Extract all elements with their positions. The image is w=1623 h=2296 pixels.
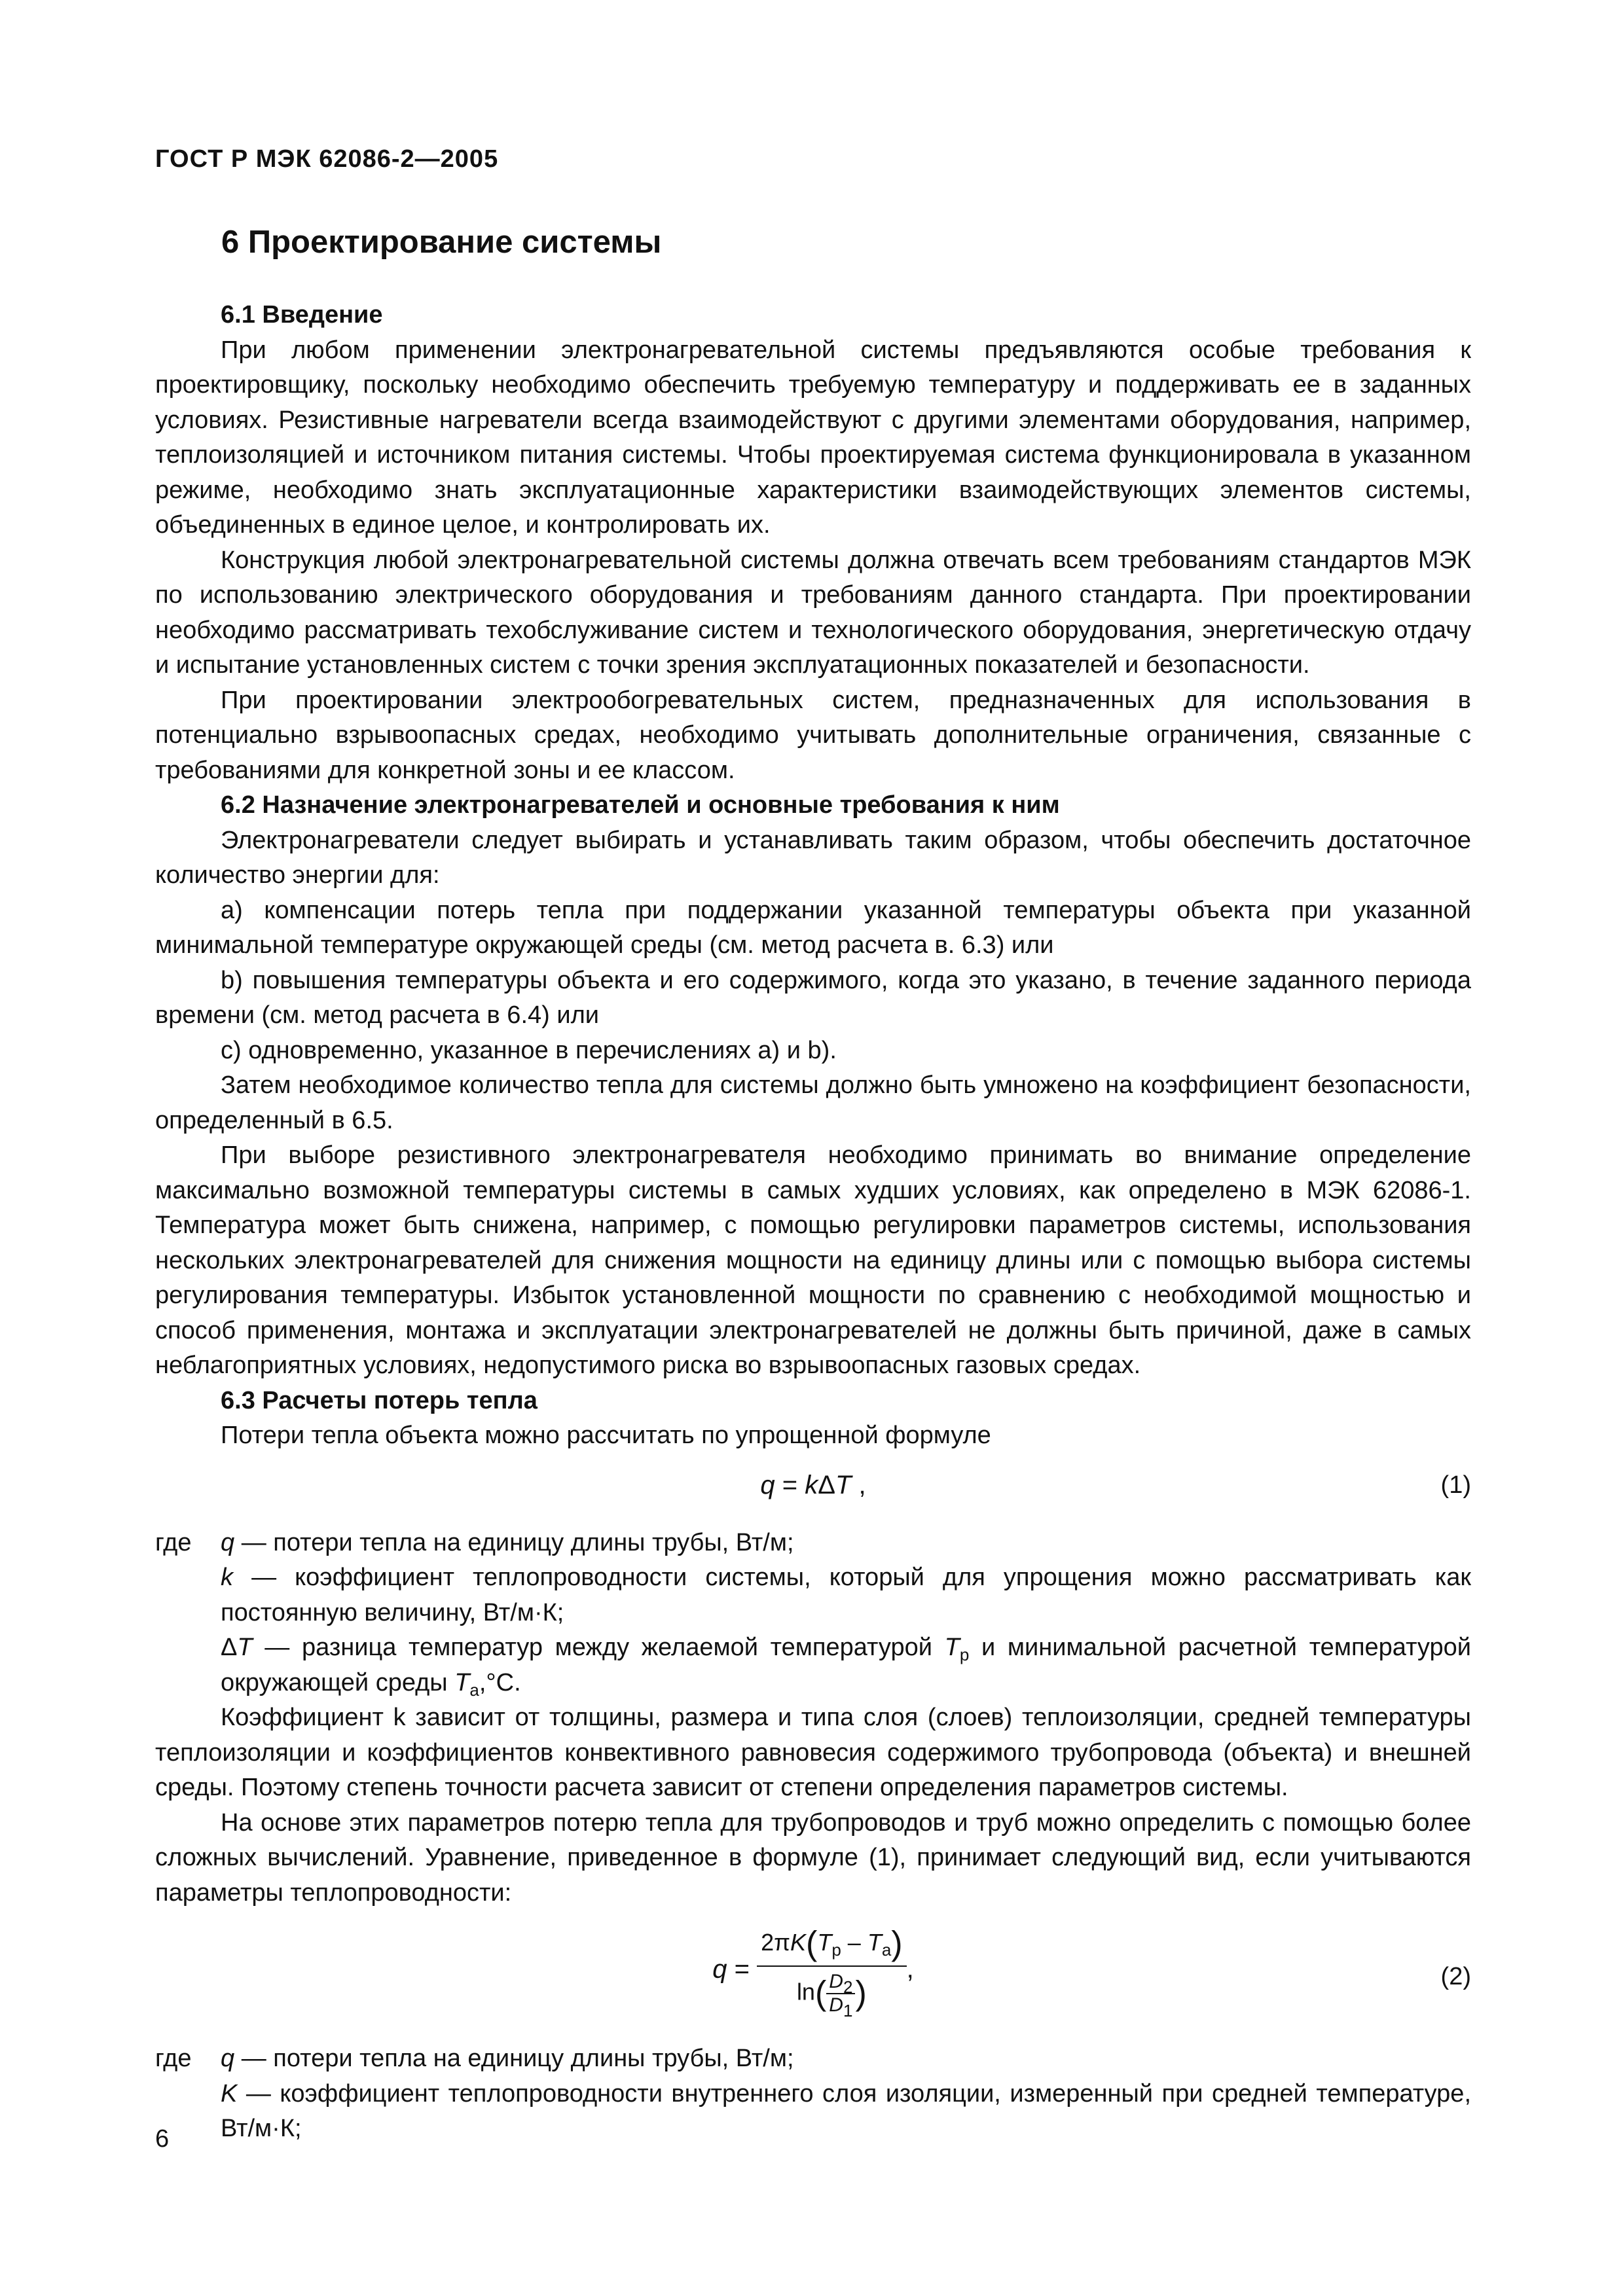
list-item-c: c) одновременно, указанное в перечислениях а) и b).	[221, 1036, 837, 1064]
section-title: 6 Проектирование системы	[221, 224, 662, 260]
paragraph: Затем необходимое количество тепла для системы должно быть умножено на коэффициент безопасности, определенный в 6.5.	[155, 1071, 1471, 1134]
definition-q: где q — потери тепла на единицу длины трубы, Вт/м;	[155, 1526, 1471, 1561]
where-label: где	[155, 2045, 192, 2072]
paragraph: При выборе резистивного электронагревателя необходимо принимать во внимание определение максимально возможной температуры системы в самых худших условиях, как определено в МЭК 62086-1. Температура может быть снижена, например, с помощью регулировки параметров системы, использования нескольких электронагревателей для снижения мощности на единицу длины или с помощью выбора системы регулирования температуры. Избыток установленной мощности по сравнению с необходимой мощностью и способ применения, монтажа и эксплуатации электронагревателей не должны быть причиной, даже в самых неблагоприятных условиях, недопустимого риска во взрывоопасных газовых средах.	[155, 1141, 1471, 1379]
definition-K: K — коэффициент теплопроводности внутреннего слоя изоляции, измеренный при средней температуре, Вт/м·К;	[221, 2079, 1472, 2142]
equation-number: (2)	[1440, 1963, 1471, 1990]
paragraph: Потери тепла объекта можно рассчитать по упрощенной формуле	[221, 1422, 991, 1449]
definition-text: — коэффициент теплопроводности внутреннего слоя изоляции, измеренный при средней температуре, Вт/м·К;	[221, 2079, 1472, 2142]
where-label: где	[155, 1528, 192, 1556]
paragraph: Коэффициент k зависит от толщины, размера и типа слоя (слоев) теплоизоляции, средней температуры теплоизоляции и коэффициентов конвективного равновесия содержимого трубопровода (объекта) и внешней среды. Поэтому степень точности расчета зависит от степени определения параметров системы.	[155, 1704, 1471, 1801]
formula-1: q = kΔT ,	[760, 1470, 866, 1499]
definition-text: — потери тепла на единицу длины трубы, Вт/м;	[241, 2045, 794, 2072]
definition-text: ,°С.	[479, 1668, 521, 1696]
page-number: 6	[155, 2125, 170, 2153]
list-item-b: b) повышения температуры объекта и его содержимого, когда это указано, в течение заданного периода времени (см. метод расчета в 6.4) или	[155, 966, 1471, 1029]
subsection-heading-6-2: 6.2 Назначение электронагревателей и основные требования к ним	[221, 791, 1060, 819]
equation-number: (1)	[1440, 1471, 1471, 1499]
equation-2	[155, 1910, 1471, 2041]
subsection-heading-6-1: 6.1 Введение	[221, 301, 383, 329]
definition-text: и минимальной расчетной температурой окружающей среды	[221, 1634, 1471, 1696]
formula-fraction: $2\pi K(T_р - T_а)$ ln( $\frac{D_2}{D_1}$ )	[757, 1925, 907, 2017]
paragraph: Электронагреватели следует выбирать и устанавливать таким образом, чтобы обеспечить достаточное количество энергии для:	[155, 826, 1471, 889]
paragraph: Конструкция любой электронагревательной системы должна отвечать всем требованиям стандартов МЭК по использованию электрического оборудования и требованиям данного стандарта. При проектировании необходимо рассматривать техобслуживание систем и технологического оборудования, энергетическую отдачу и испытание установленных систем с точки зрения эксплуатационных показателей и безопасности.	[155, 546, 1471, 679]
list-item-a: a) компенсации потерь тепла при поддержании указанной температуры объекта при указанной минимальной температуре окружающей среды (см. метод расчета в. 6.3) или	[155, 896, 1471, 959]
formula-2: q = $2\pi K(T_р - T_а)$ ln( $\frac{D_2}{D_1}$ ) ,	[712, 1924, 914, 2021]
definition-delta-t: ΔT — разница температур между желаемой температурой $T_р$ и минимальной расчетной температурой окружающей среды $T_а,^\circ С$.	[221, 1634, 1471, 1700]
equation-1	[155, 1454, 1471, 1526]
body-text	[155, 298, 1471, 2147]
definition-text: — коэффициент теплопроводности системы, который для упрощения можно рассматривать как постоянную величину, Вт/м·К;	[221, 1564, 1471, 1626]
definition-text: — разница температур между желаемой температурой	[264, 1634, 932, 1661]
definition-q: где q — потери тепла на единицу длины трубы, Вт/м;	[155, 2041, 1471, 2077]
paragraph: На основе этих параметров потерю тепла для трубопроводов и труб можно определить с помощью более сложных вычислений. Уравнение, приведенное в формуле (1), принимает следующий вид, если учитываются параметры теплопроводности:	[155, 1808, 1471, 1907]
definition-k: k — коэффициент теплопроводности системы, который для упрощения можно рассматривать как постоянную величину, Вт/м·К;	[221, 1564, 1471, 1626]
paragraph: При проектировании электрообогревательных систем, предназначенных для использования в потенциально взрывоопасных средах, необходимо учитывать дополнительные ограничения, связанные с требованиями для конкретной зоны и ее классом.	[155, 686, 1471, 784]
definition-text: — потери тепла на единицу длины трубы, Вт/м;	[241, 1528, 794, 1556]
standard-header: ГОСТ Р МЭК 62086-2—2005	[155, 145, 499, 173]
subsection-heading-6-3: 6.3 Расчеты потерь тепла	[221, 1386, 538, 1414]
paragraph: При любом применении электронагревательной системы предъявляются особые требования к проектировщику, поскольку необходимо обеспечить требуемую температуру и поддерживать ее в заданных условиях. Резистивные нагреватели всегда взаимодействуют с другими элементами оборудования, например, теплоизоляцией и источником питания системы. Чтобы проектируемая система функционировала в указанном режиме, необходимо знать эксплуатационные характеристики взаимодействующих элементов системы, объединенных в единое целое, и контролировать их.	[155, 336, 1471, 539]
